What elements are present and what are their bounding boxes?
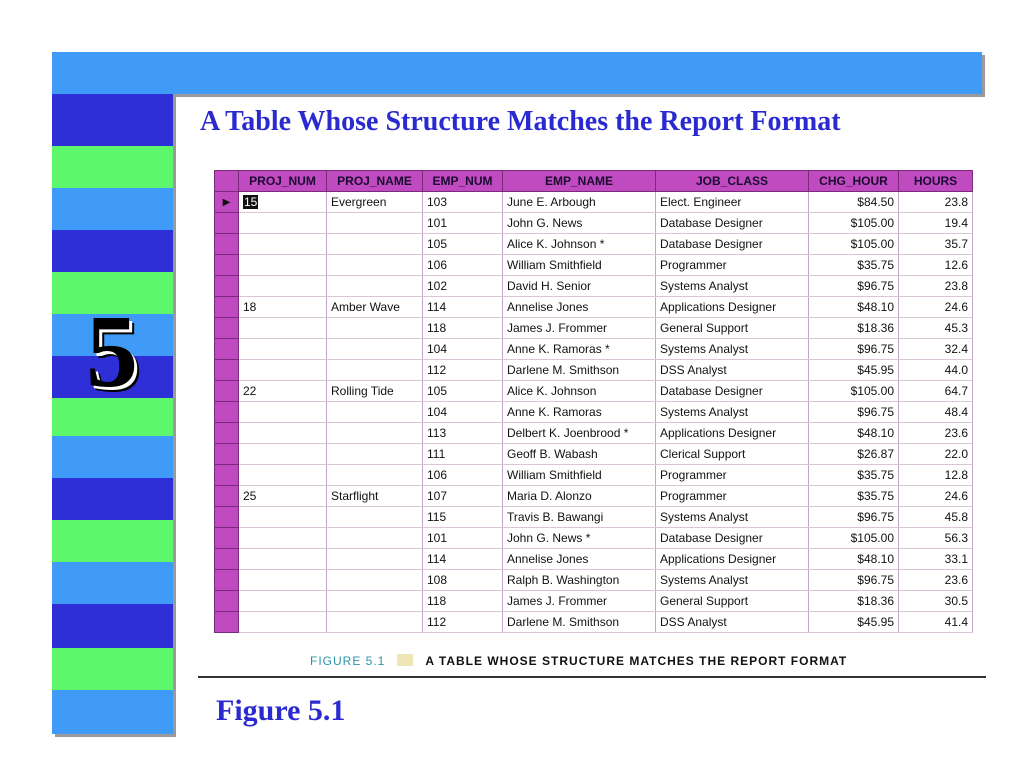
table-cell[interactable]: $18.36 xyxy=(809,591,899,612)
table-cell[interactable]: 104 xyxy=(423,402,503,423)
figure-label: Figure 5.1 xyxy=(216,694,346,727)
table-cell[interactable] xyxy=(239,339,327,360)
table-cell[interactable]: $105.00 xyxy=(809,528,899,549)
current-record-pointer-icon[interactable]: ▶ xyxy=(215,192,239,213)
table-cell[interactable]: Programmer xyxy=(656,465,809,486)
table-cell[interactable] xyxy=(327,360,423,381)
table-row[interactable] xyxy=(215,339,973,360)
stripe xyxy=(52,648,173,690)
table-cell[interactable] xyxy=(327,213,423,234)
table-cell[interactable]: 25 xyxy=(239,486,327,507)
table-cell[interactable]: Annelise Jones xyxy=(503,549,656,570)
table-cell[interactable] xyxy=(239,255,327,276)
table-cell[interactable]: James J. Frommer xyxy=(503,318,656,339)
row-selector[interactable] xyxy=(215,297,239,318)
table-cell[interactable] xyxy=(239,234,327,255)
table-row[interactable] xyxy=(215,360,973,381)
table-cell[interactable]: 41.4 xyxy=(899,612,973,633)
table-cell[interactable]: Systems Analyst xyxy=(656,507,809,528)
table-cell[interactable]: Programmer xyxy=(656,486,809,507)
table-cell[interactable]: David H. Senior xyxy=(503,276,656,297)
row-selector[interactable] xyxy=(215,570,239,591)
table-cell[interactable]: 114 xyxy=(423,297,503,318)
column-header: EMP_NAME xyxy=(503,171,656,192)
table-cell[interactable] xyxy=(239,570,327,591)
table-cell[interactable]: Database Designer xyxy=(656,213,809,234)
chapter-number: 5 xyxy=(86,294,138,409)
table-cell[interactable]: 118 xyxy=(423,318,503,339)
caption-marker xyxy=(397,654,413,666)
top-banner-bar xyxy=(52,52,982,94)
table-row[interactable] xyxy=(215,465,973,486)
table-cell[interactable]: 105 xyxy=(423,234,503,255)
table-cell[interactable]: $96.75 xyxy=(809,276,899,297)
table-cell[interactable] xyxy=(239,402,327,423)
table-cell[interactable]: 106 xyxy=(423,255,503,276)
table-row[interactable] xyxy=(215,192,973,213)
table-cell[interactable]: 24.6 xyxy=(899,486,973,507)
table-cell[interactable]: 48.4 xyxy=(899,402,973,423)
table-cell[interactable]: 23.6 xyxy=(899,570,973,591)
selected-cell-value: 15 xyxy=(244,195,258,209)
table-cell[interactable] xyxy=(239,549,327,570)
caption-divider xyxy=(198,676,986,678)
figure-caption-number: FIGURE 5.1 xyxy=(310,654,386,668)
table-cell[interactable]: $84.50 xyxy=(809,192,899,213)
stripe xyxy=(52,604,173,648)
table-cell[interactable] xyxy=(239,528,327,549)
stripe xyxy=(52,478,173,520)
table-cell[interactable]: $96.75 xyxy=(809,402,899,423)
table-cell[interactable]: 103 xyxy=(423,192,503,213)
row-selector[interactable] xyxy=(215,360,239,381)
row-selector[interactable] xyxy=(215,234,239,255)
table-cell[interactable]: 102 xyxy=(423,276,503,297)
table-cell[interactable]: 106 xyxy=(423,465,503,486)
table-cell[interactable] xyxy=(327,591,423,612)
table-cell[interactable]: $105.00 xyxy=(809,381,899,402)
figure-caption-title: A TABLE WHOSE STRUCTURE MATCHES THE REPORT FORMAT xyxy=(425,654,848,668)
table-cell[interactable] xyxy=(327,612,423,633)
table-row[interactable] xyxy=(215,213,973,234)
table-cell[interactable] xyxy=(327,549,423,570)
table-cell[interactable]: James J. Frommer xyxy=(503,591,656,612)
table-cell[interactable]: $35.75 xyxy=(809,255,899,276)
column-header: HOURS xyxy=(899,171,973,192)
table-cell[interactable]: Applications Designer xyxy=(656,423,809,444)
table-cell[interactable] xyxy=(239,318,327,339)
table-row[interactable] xyxy=(215,549,973,570)
table-cell[interactable]: $105.00 xyxy=(809,213,899,234)
table-row[interactable] xyxy=(215,318,973,339)
stripe xyxy=(52,562,173,604)
table-cell[interactable]: $26.87 xyxy=(809,444,899,465)
table-cell[interactable]: 35.7 xyxy=(899,234,973,255)
table-cell[interactable]: Annelise Jones xyxy=(503,297,656,318)
row-selector[interactable] xyxy=(215,276,239,297)
table-cell[interactable]: 113 xyxy=(423,423,503,444)
table-cell[interactable]: Ralph B. Washington xyxy=(503,570,656,591)
table-cell[interactable]: Starflight xyxy=(327,486,423,507)
report-table xyxy=(214,170,973,633)
table-cell[interactable] xyxy=(327,255,423,276)
table-row[interactable] xyxy=(215,381,973,402)
table-row[interactable] xyxy=(215,486,973,507)
table-row[interactable] xyxy=(215,423,973,444)
stripe xyxy=(52,146,173,188)
row-selector[interactable] xyxy=(215,339,239,360)
table-cell[interactable]: Evergreen xyxy=(327,192,423,213)
table-cell[interactable]: 12.6 xyxy=(899,255,973,276)
row-selector[interactable] xyxy=(215,528,239,549)
table-cell[interactable] xyxy=(327,318,423,339)
table-header-row xyxy=(215,171,973,192)
table-cell[interactable] xyxy=(239,423,327,444)
table-cell[interactable]: 12.8 xyxy=(899,465,973,486)
table-cell[interactable]: General Support xyxy=(656,591,809,612)
table-cell[interactable]: 30.5 xyxy=(899,591,973,612)
table-cell[interactable]: Travis B. Bawangi xyxy=(503,507,656,528)
table-cell[interactable]: Applications Designer xyxy=(656,297,809,318)
table-cell[interactable]: Elect. Engineer xyxy=(656,192,809,213)
row-selector[interactable] xyxy=(215,381,239,402)
row-selector[interactable] xyxy=(215,213,239,234)
table-row[interactable] xyxy=(215,234,973,255)
stripe xyxy=(52,230,173,272)
table-row[interactable] xyxy=(215,402,973,423)
stripe xyxy=(52,520,173,562)
table-cell[interactable]: 45.8 xyxy=(899,507,973,528)
table-cell[interactable]: Systems Analyst xyxy=(656,276,809,297)
table-cell[interactable]: $48.10 xyxy=(809,297,899,318)
table-cell[interactable]: 22.0 xyxy=(899,444,973,465)
table-cell[interactable]: Alice K. Johnson xyxy=(503,381,656,402)
table-cell[interactable] xyxy=(327,402,423,423)
table-cell[interactable]: 107 xyxy=(423,486,503,507)
table-cell[interactable]: June E. Arbough xyxy=(503,192,656,213)
table-row[interactable] xyxy=(215,528,973,549)
table-cell[interactable]: 24.6 xyxy=(899,297,973,318)
stripe xyxy=(52,436,173,478)
table-cell[interactable]: Database Designer xyxy=(656,234,809,255)
table-cell[interactable] xyxy=(239,213,327,234)
table-cell[interactable]: 108 xyxy=(423,570,503,591)
row-selector[interactable] xyxy=(215,507,239,528)
table-row[interactable] xyxy=(215,570,973,591)
column-header: JOB_CLASS xyxy=(656,171,809,192)
table-cell[interactable]: 105 xyxy=(423,381,503,402)
table-cell[interactable]: Anne K. Ramoras xyxy=(503,402,656,423)
table-cell[interactable]: 115 xyxy=(423,507,503,528)
table-row[interactable] xyxy=(215,297,973,318)
table-cell[interactable]: 23.6 xyxy=(899,423,973,444)
table-cell[interactable]: DSS Analyst xyxy=(656,360,809,381)
side-stripe-bar xyxy=(52,94,173,734)
table-cell[interactable]: William Smithfield xyxy=(503,465,656,486)
table-cell[interactable]: Database Designer xyxy=(656,528,809,549)
table-cell[interactable]: 114 xyxy=(423,549,503,570)
table-row[interactable] xyxy=(215,255,973,276)
table-cell[interactable]: $48.10 xyxy=(809,423,899,444)
table-cell[interactable]: 112 xyxy=(423,612,503,633)
table-cell[interactable] xyxy=(327,234,423,255)
table-cell[interactable]: Maria D. Alonzo xyxy=(503,486,656,507)
table-cell[interactable]: Amber Wave xyxy=(327,297,423,318)
table-cell[interactable]: $35.75 xyxy=(809,486,899,507)
table-cell[interactable]: 101 xyxy=(423,213,503,234)
table-cell[interactable]: 32.4 xyxy=(899,339,973,360)
table-cell[interactable] xyxy=(239,507,327,528)
row-selector[interactable] xyxy=(215,423,239,444)
table-row[interactable] xyxy=(215,507,973,528)
table-cell[interactable]: $45.95 xyxy=(809,612,899,633)
table-cell[interactable] xyxy=(239,360,327,381)
table-cell[interactable]: $45.95 xyxy=(809,360,899,381)
table-row[interactable] xyxy=(215,444,973,465)
table-cell[interactable] xyxy=(327,528,423,549)
table-row[interactable] xyxy=(215,276,973,297)
table-cell[interactable]: $18.36 xyxy=(809,318,899,339)
table-cell[interactable]: Geoff B. Wabash xyxy=(503,444,656,465)
table-figure xyxy=(214,170,972,633)
table-cell[interactable]: Rolling Tide xyxy=(327,381,423,402)
row-selector[interactable] xyxy=(215,465,239,486)
table-cell[interactable]: John G. News xyxy=(503,213,656,234)
table-cell[interactable] xyxy=(327,465,423,486)
table-cell[interactable]: 64.7 xyxy=(899,381,973,402)
stripe xyxy=(52,188,173,230)
table-cell[interactable]: Systems Analyst xyxy=(656,339,809,360)
table-cell[interactable]: $96.75 xyxy=(809,339,899,360)
stripe xyxy=(52,690,173,734)
table-cell[interactable]: $35.75 xyxy=(809,465,899,486)
table-cell[interactable]: Systems Analyst xyxy=(656,402,809,423)
table-cell[interactable] xyxy=(327,570,423,591)
table-cell[interactable]: 56.3 xyxy=(899,528,973,549)
table-cell[interactable]: $105.00 xyxy=(809,234,899,255)
table-cell[interactable]: 23.8 xyxy=(899,192,973,213)
table-cell[interactable]: Applications Designer xyxy=(656,549,809,570)
table-cell[interactable] xyxy=(239,276,327,297)
table-cell[interactable] xyxy=(327,423,423,444)
table-cell[interactable] xyxy=(327,276,423,297)
table-cell[interactable]: 44.0 xyxy=(899,360,973,381)
table-cell[interactable]: 104 xyxy=(423,339,503,360)
table-cell[interactable]: DSS Analyst xyxy=(656,612,809,633)
row-selector[interactable] xyxy=(215,444,239,465)
row-selector-header xyxy=(215,171,239,192)
table-cell[interactable]: Alice K. Johnson * xyxy=(503,234,656,255)
table-cell[interactable] xyxy=(239,591,327,612)
table-cell[interactable]: Systems Analyst xyxy=(656,570,809,591)
table-cell[interactable]: $96.75 xyxy=(809,507,899,528)
table-cell[interactable]: Clerical Support xyxy=(656,444,809,465)
stripe xyxy=(52,94,173,146)
table-cell[interactable] xyxy=(327,339,423,360)
table-cell[interactable]: John G. News * xyxy=(503,528,656,549)
row-selector[interactable] xyxy=(215,549,239,570)
row-selector[interactable] xyxy=(215,318,239,339)
column-header: PROJ_NAME xyxy=(327,171,423,192)
table-cell[interactable] xyxy=(327,507,423,528)
row-selector[interactable] xyxy=(215,486,239,507)
table-row[interactable] xyxy=(215,591,973,612)
table-cell[interactable]: Delbert K. Joenbrood * xyxy=(503,423,656,444)
table-cell[interactable]: 19.4 xyxy=(899,213,973,234)
table-cell[interactable]: 23.8 xyxy=(899,276,973,297)
table-cell[interactable] xyxy=(327,444,423,465)
column-header: EMP_NUM xyxy=(423,171,503,192)
table-cell[interactable]: 18 xyxy=(239,297,327,318)
table-cell[interactable]: 111 xyxy=(423,444,503,465)
column-header: PROJ_NUM xyxy=(239,171,327,192)
table-cell[interactable]: 45.3 xyxy=(899,318,973,339)
table-cell[interactable]: 22 xyxy=(239,381,327,402)
table-cell[interactable]: 101 xyxy=(423,528,503,549)
table-cell[interactable]: 118 xyxy=(423,591,503,612)
table-row[interactable] xyxy=(215,612,973,633)
table-cell[interactable] xyxy=(239,465,327,486)
row-selector[interactable] xyxy=(215,591,239,612)
table-cell[interactable]: 112 xyxy=(423,360,503,381)
table-cell[interactable] xyxy=(239,192,327,213)
table-cell[interactable]: Darlene M. Smithson xyxy=(503,360,656,381)
table-cell[interactable] xyxy=(239,444,327,465)
table-cell[interactable]: Database Designer xyxy=(656,381,809,402)
row-selector[interactable] xyxy=(215,255,239,276)
table-cell[interactable]: $48.10 xyxy=(809,549,899,570)
table-cell[interactable] xyxy=(239,612,327,633)
row-selector[interactable] xyxy=(215,612,239,633)
table-cell[interactable]: 33.1 xyxy=(899,549,973,570)
table-cell[interactable]: Programmer xyxy=(656,255,809,276)
figure-caption xyxy=(310,654,847,668)
table-cell[interactable]: Anne K. Ramoras * xyxy=(503,339,656,360)
table-cell[interactable]: Darlene M. Smithson xyxy=(503,612,656,633)
table-cell[interactable]: General Support xyxy=(656,318,809,339)
table-cell[interactable]: $96.75 xyxy=(809,570,899,591)
column-header: CHG_HOUR xyxy=(809,171,899,192)
slide-title: A Table Whose Structure Matches the Report Format xyxy=(200,106,841,137)
row-selector[interactable] xyxy=(215,402,239,423)
table-cell[interactable]: William Smithfield xyxy=(503,255,656,276)
